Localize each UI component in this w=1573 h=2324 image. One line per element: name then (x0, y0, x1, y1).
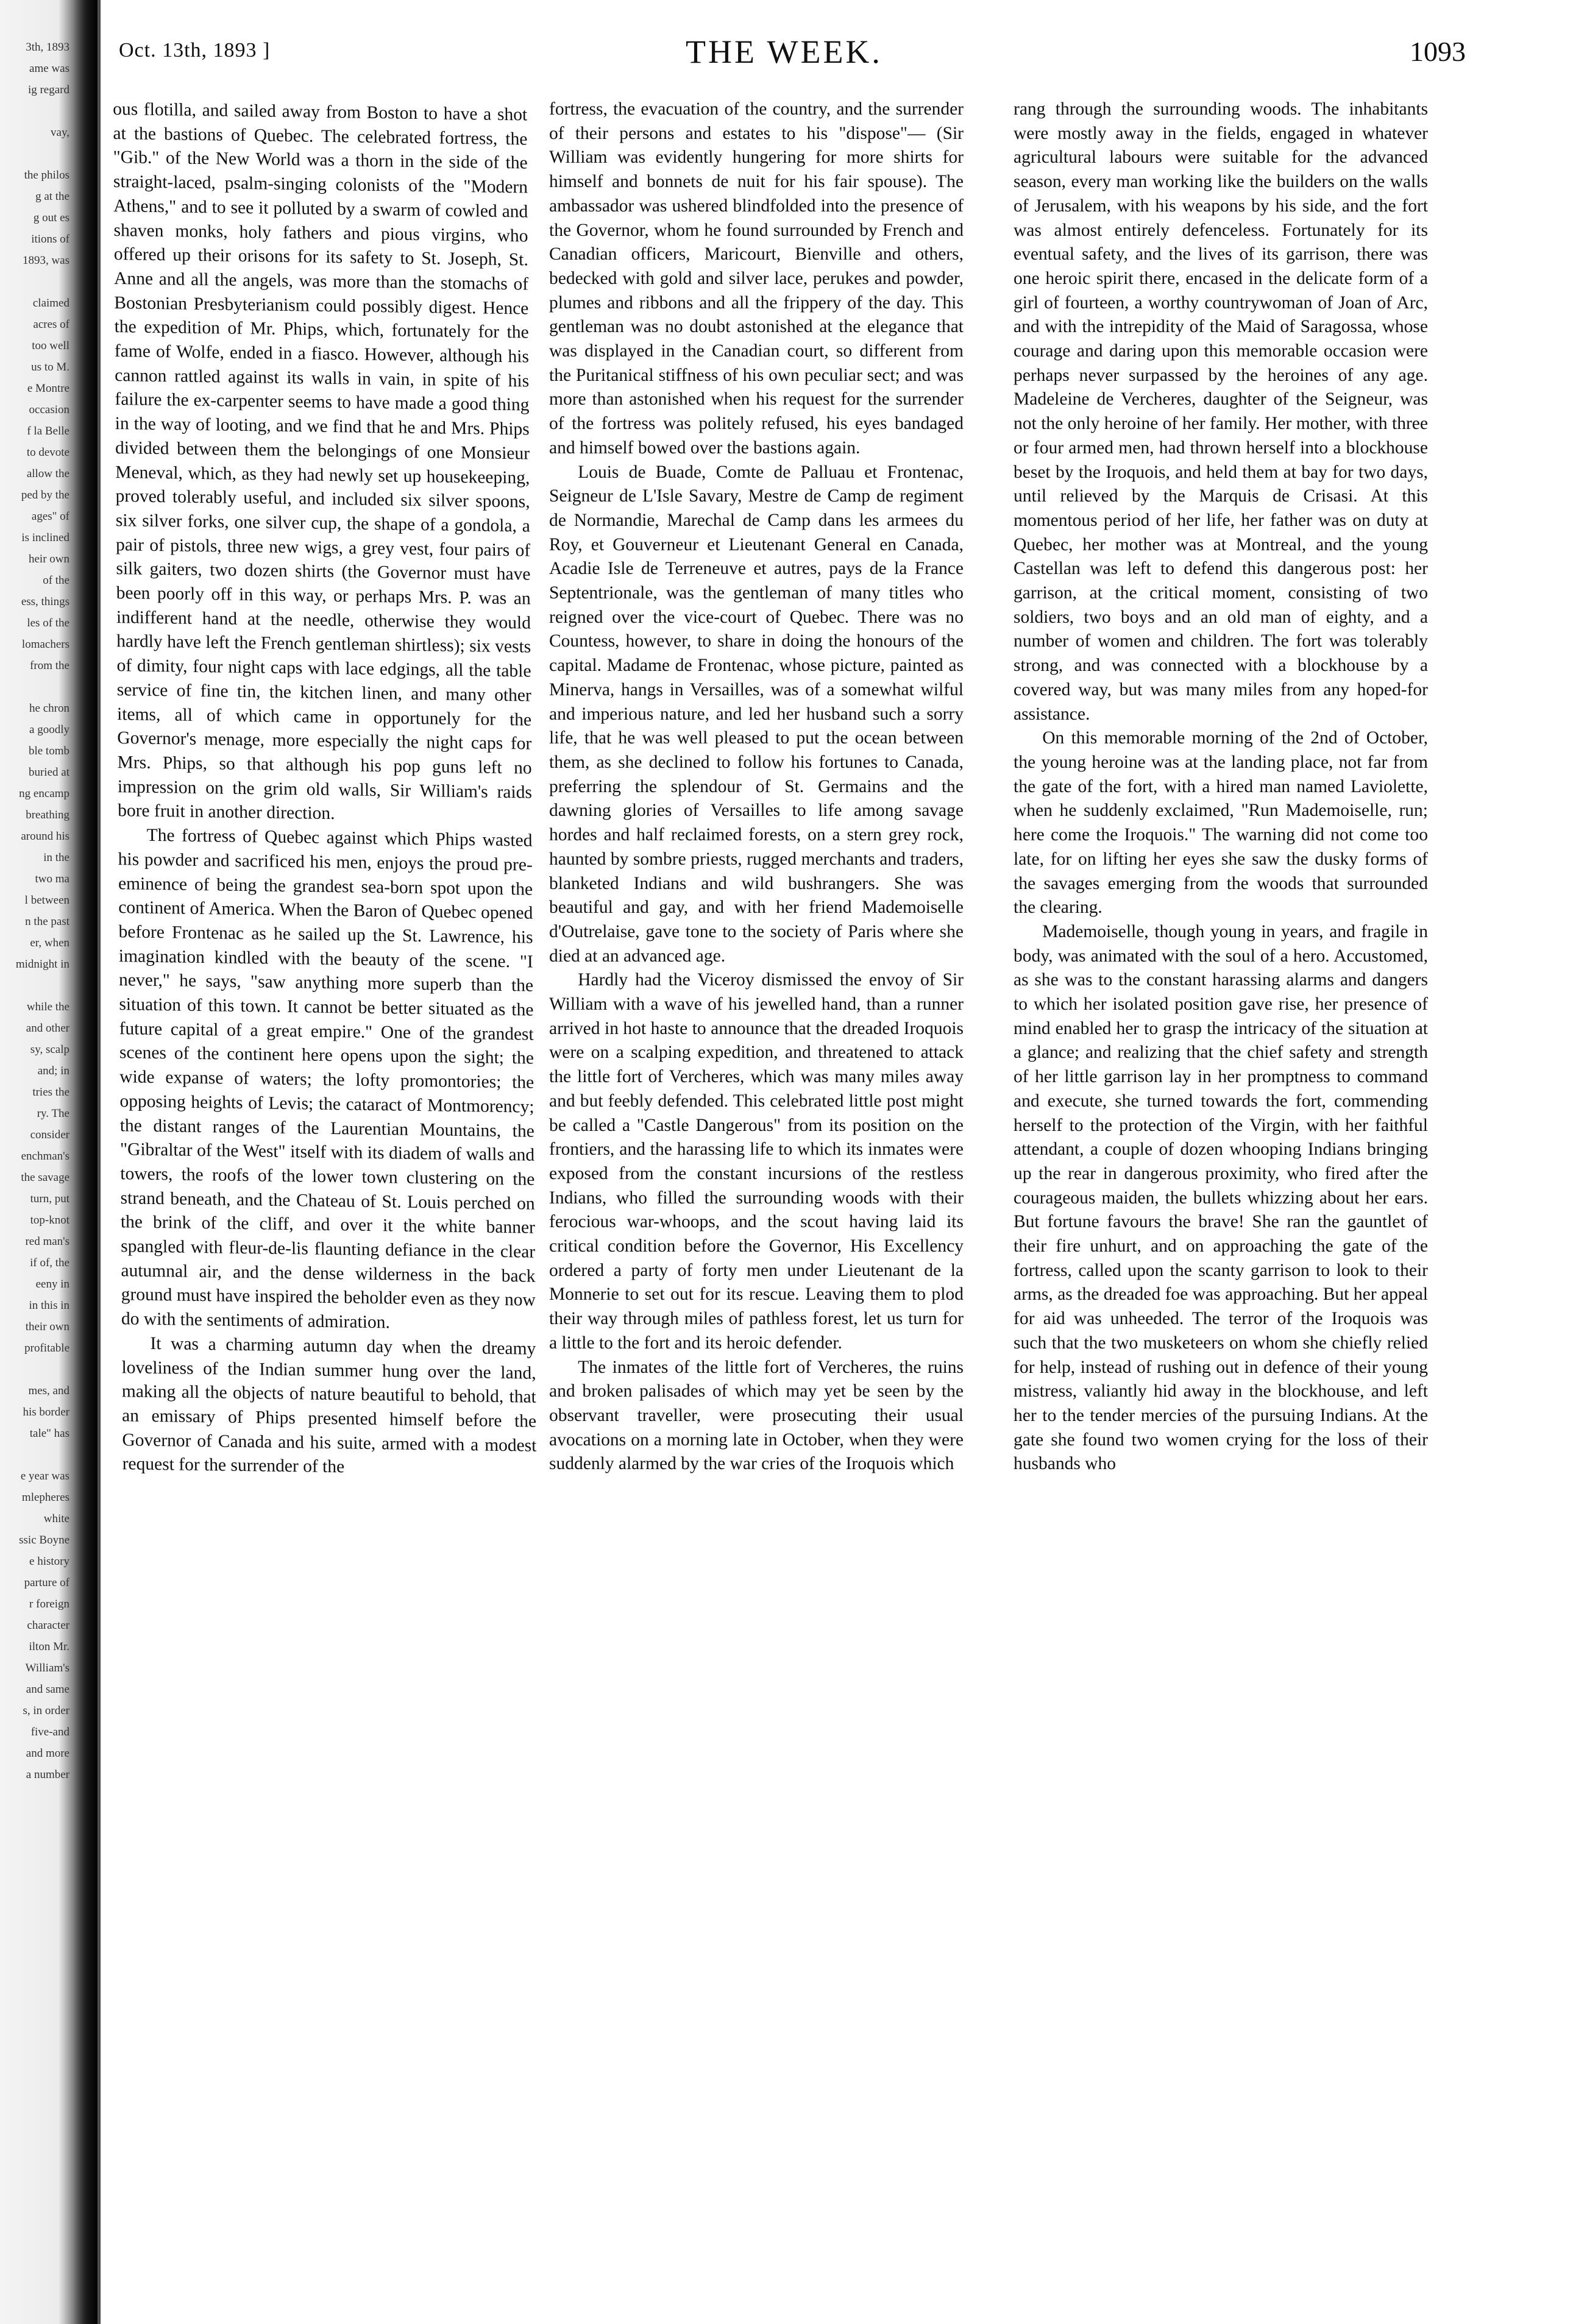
margin-fragment: profitable (24, 1342, 69, 1355)
margin-fragment: if of, the (30, 1256, 69, 1269)
margin-fragment: from the (30, 659, 69, 672)
margin-fragment: consider (30, 1128, 69, 1141)
margin-fragment: mlepheres (21, 1491, 69, 1504)
margin-fragment: too well (32, 339, 69, 352)
margin-fragment: white (43, 1512, 69, 1525)
margin-fragment: enchman's (21, 1150, 69, 1163)
margin-fragment: les of the (27, 617, 69, 629)
margin-fragment: red man's (25, 1235, 69, 1248)
margin-fragment: g at the (35, 190, 69, 203)
margin-fragment: and other (26, 1022, 69, 1035)
margin-fragment (2, 143, 69, 165)
issue-date: Oct. 13th, 1893 ] (119, 39, 271, 62)
margin-fragment: in this in (29, 1299, 69, 1312)
margin-fragment (2, 975, 69, 996)
margin-fragment: n the past (25, 915, 69, 928)
margin-fragment: ry. The (37, 1107, 69, 1120)
margin-fragment: turn, put (30, 1192, 69, 1205)
margin-fragment: occasion (29, 403, 69, 416)
margin-fragment: ame was (29, 62, 69, 75)
paragraph: ous flotilla, and sailed away from Boston to have a shot at the bastions of Quebec. The celebrated fortress, the "Gib." of the New World was a thorn in the side of the straight-laced, psalm-singing colonists of the "Modern Athens," and to see it polluted by a swarm of cowled and shaven monks, holy fathers and pious virgins, who offered up their orisons for its safety to St. Joseph, St. Anne and all the angels, was more than the stomachs of Bostonian Presbyterianism could possibly digest. Hence the expedition of Mr. Phips, which, fortunately for the fame of Wolfe, ended in a fiasco. However, although his cannon rattled against its walls in vain, in spite of his failure the ex-carpenter seems to have made a good thing in the way of looting, and we find that he and Mrs. Phips divided between them the belongings of one Monsieur Meneval, which, as they had newly set up housekeeping, proved tolerably useful, and included six silver spoons, six silver forks, one silver cup, the shape of a gondola, a pair of pistols, three new wigs, a grey vest, four pairs of silk gaiters, two dozen shirts (the Governor must have been poorly off in this way, or perhaps Mrs. P. was an indifferent hand at the needle, otherwise they would hardly have left the French gentleman shirtless); six vests of dimity, four night caps with lace edgings, all the table service of fine tin, the kitchen linen, and many other items, all of which came in opportunely for the Governor's menage, more especially the night caps for Mrs. Phips, so that although his pop guns left no impression on the grim old walls, Sir William's raids bore fruit in another direction. (113, 99, 532, 824)
margin-fragment: ped by the (21, 489, 69, 501)
margin-fragment: heir own (28, 553, 69, 565)
page-number: 1093 (1410, 36, 1466, 67)
page-header (119, 34, 1466, 78)
margin-fragment: l between (24, 894, 69, 907)
paragraph: Mademoiselle, though young in years, and fragile in body, was animated with the soul of a hero. Accustomed, as she was to the constant harassing alarms and dangers to which her isolated position gave rise, her presence of mind enabled her to grasp the intricacy of the situation at a glance; and realizing that the chief safety and strength of her little garrison lay in her promptness to command and execute, she turned towards the fort, commending herself to the protection of the Virgin, with her faithful attendant, a couple of dozen whooping Indians bringing up the rear in dangerous proximity, who fired after the courageous maiden, the bullets whizzing about her ears. But fortune favours the brave! She ran the gauntlet of their fire unhurt, and on approaching the gate of the fortress, called upon the scanty garrison to look to their arms, as the dreaded foe was approaching. But her appeal for aid was unheeded. The terror of the Iroquois was such that the two musketeers on whom she chiefly relied for help, instead of rushing out in defence of their young mistress, valiantly hid away in the blockhouse, and left her to the tender mercies of the pursuing Indians. At the gate she found two women crying for the loss of their husbands who (1014, 921, 1428, 1474)
margin-fragment: ble tomb (28, 745, 69, 757)
margin-fragment: allow the (26, 467, 69, 480)
paragraph: Hardly had the Viceroy dismissed the envoy of Sir William with a wave of his jewelled hand, than a runner arrived in hot haste to announce that the dreaded Iroquois were on a scalping expedition, and threatened to attack the little fort of Vercheres, which was many miles away and but feebly defended. This celebrated little post might be called a "Castle Dangerous" from its position on the frontiers, and the harassing life to which its inmates were exposed from the constant incursions of the restless Indians, who filled the surrounding woods with their ferocious war-whoops, and the scout having laid its critical condition before the Governor, His Excellency ordered a party of forty men under Lieutenant de la Monnerie to set out for its rescue. Leaving them to plod their way through miles of pathless forest, let us turn for a little to the fort and its heroic defender. (549, 970, 964, 1353)
margin-fragment: a goodly (29, 723, 69, 736)
margin-fragment: ilton Mr. (29, 1640, 69, 1653)
margin-fragment (2, 1359, 69, 1380)
margin-fragment: e year was (20, 1470, 69, 1483)
margin-fragment: parture of (24, 1576, 69, 1589)
margin-fragment (2, 676, 69, 698)
margin-fragment: ig regard (27, 83, 69, 96)
paragraph: rang through the surrounding woods. The inhabitants were mostly away in the fields, engaged in whatever agricultural labours were suitable for the advanced season, every man working like the builders on the walls of Jerusalem, with his weapons by his side, and the fort was almost entirely defenceless. Fortunately for its eventual safety, and the lives of its garrison, there was one heroic spirit there, encased in the delicate form of a girl of fourteen, a worthy countrywoman of Joan of Arc, and with the intrepidity of the Maid of Saragossa, whose courage and daring upon this memorable occasion were perhaps never surpassed by the heroines of any age. Madeleine de Vercheres, daughter of the Seigneur, was not the only heroine of her family. Her mother, with three or four armed men, had thrown herself into a blockhouse beset by the Iroquois, and held them at bay for two days, until relieved by the Marquis de Crisasi. At this momentous period of her life, her father was on duty at Quebec, her mother was at Montreal, and the young Castellan was left to defend this dangerous post: her garrison, at the critical moment, consisting of two soldiers, two boys and an old man of eighty, and a number of women and children. The fort was tolerably strong, and was connected with a blockhouse by a covered way, but was many miles from any hoped-for assistance. (1014, 99, 1428, 724)
binding-shadow (73, 0, 101, 2324)
margin-fragment: claimed (32, 297, 69, 310)
margin-fragment: mes, and (28, 1384, 69, 1397)
margin-fragment: eeny in (35, 1278, 69, 1291)
margin-fragment: f la Belle (27, 425, 69, 438)
margin-fragment: r foreign (29, 1598, 69, 1610)
margin-fragment: and same (26, 1683, 69, 1696)
margin-fragment: e Montre (27, 382, 69, 395)
margin-fragment: top-knot (30, 1214, 69, 1227)
margin-fragment: 3th, 1893 (26, 41, 69, 54)
margin-fragment: and; in (37, 1065, 69, 1077)
margin-fragment: ssic Boyne (19, 1534, 69, 1546)
margin-fragment: a number (26, 1768, 69, 1781)
margin-fragment: while the (26, 1001, 69, 1013)
paragraph: The fortress of Quebec against which Phips wasted his powder and sacrificed his men, enjoys the proud pre-eminence of being the grandest sea-born spot upon the continent of America. When the Baron of Quebec opened before Frontenac as he sailed up the St. Lawrence, his imagination kindled with the beauty of the scene. "I never," he says, "saw anything more superb than the situation of this town. It cannot be better situated as the future capital of a great empire." One of the grandest scenes of the continent here opens upon the sight; the wide expanse of waters; the lofty promontories; the opposing heights of Levis; the cataract of Montmorency; the distant ranges of the Laurentian Mountains, the "Gibraltar of the West" itself with its diadem of walls and towers, the roofs of the lower town clustering on the strand beneath, and the Chateau of St. Louis perched on the brink of the cliff, and over it the white banner spangled with fleur-de-lis flaunting defiance in the clear autumnal air, and the dense wilderness in the back ground must have inspired the beholder even as they now do with the sentiments of admiration. (118, 825, 536, 1333)
margin-fragment: itions of (31, 233, 69, 246)
previous-page-fragments (2, 37, 69, 2291)
article-columns (113, 97, 1478, 2181)
paragraph: It was a charming autumn day when the dreamy loveliness of the Indian summer hung over the land, making all the objects of nature beautiful to behold, that an emissary of Phips presented himself before the Governor of Canada and his suite, armed with a modest request for the surrender of the (121, 1333, 537, 1477)
column-3 (1014, 97, 1428, 2181)
paragraph: Louis de Buade, Comte de Palluau et Frontenac, Seigneur de L'Isle Savary, Mestre de Camp de regiment de Normandie, Marechal de Camp dans les armees du Roy, et Gouverneur et Lieutenant General en Canada, Acadie Isle de Terreneuve et autres, pays de la France Septentrionale, was the gentleman of many titles who reigned over the vice-court of Quebec. There was no Countess, however, to share in doing the honours of the capital. Madame de Frontenac, whose picture, painted as Minerva, hangs in Versailles, was of a somewhat wilful and imperious nature, and led her husband such a sorry life, that he was well pleased to put the ocean between them, as she declined to follow his fortunes to Canada, preferring the splendour of St. Germains and the dawning glories of Versailles to life among savage hordes and half reclaimed forests, on a stern grey rock, haunted by sombre priests, rugged merchants and traders, blanketed Indians and wild bushrangers. She was beautiful and gay, and with her friend Mademoiselle d'Outrelaise, gave tone to the society of Paris where she died at an advanced age. (549, 462, 964, 966)
margin-fragment: their own (25, 1320, 69, 1333)
margin-fragment: sy, scalp (30, 1043, 69, 1056)
margin-fragment: to devote (26, 446, 69, 459)
margin-fragment: g out es (33, 211, 69, 224)
column-2 (549, 97, 964, 2181)
margin-fragment: 1893, was (22, 254, 69, 267)
margin-fragment: five-and (30, 1726, 69, 1738)
margin-fragment: s, in order (23, 1704, 69, 1717)
paragraph: The inmates of the little fort of Vercheres, the ruins and broken palisades of which may yet be seen by the observant traveller, were prosecuting their usual avocations on a morning late in October, when they were suddenly alarmed by the war cries of the Iroquois which (549, 1357, 964, 1474)
margin-fragment (2, 101, 69, 122)
margin-fragment: us to M. (31, 361, 69, 374)
paragraph: fortress, the evacuation of the country, and the surrender of their persons and estates to his "dispose"— (Sir William was evidently hungering for more shirts for himself and bonnets de nuit for his fair spouse). The ambassador was ushered blindfolded into the presence of the Governor, whom he found surrounded by French and Canadian officers, Maricourt, Bienville and others, bedecked with gold and silver lace, perukes and powder, plumes and ribbons and all the frippery of the day. This gentleman was no doubt astonished at the elegance that was displayed in the Canadian court, so different from the Puritanical stiffness of his own peculiar sect; and was more than astonished when his request for the surrender of the fortress was politely refused, his eyes bandaged and himself bowed over the bastions again. (549, 99, 964, 458)
margin-fragment: his border (23, 1406, 69, 1419)
margin-fragment: is inclined (21, 531, 69, 544)
margin-fragment: midnight in (15, 958, 69, 971)
margin-fragment: in the (43, 851, 69, 864)
margin-fragment: he chron (29, 702, 69, 715)
margin-fragment: of the (43, 574, 69, 587)
publication-title: THE WEEK. (686, 34, 882, 70)
margin-fragment: acres of (33, 318, 69, 331)
margin-fragment: character (27, 1619, 69, 1632)
margin-fragment: ng encamp (19, 787, 69, 800)
margin-fragment: tries the (32, 1086, 69, 1099)
margin-fragment: buried at (28, 766, 69, 779)
paragraph: On this memorable morning of the 2nd of October, the young heroine was at the landing place, not far from the gate of the fort, with a hired man named Laviolette, when he suddenly exclaimed, "Run Mademoiselle, run; here come the Iroquois." The warning did not come too late, for on lifting her eyes she saw the dusky forms of the savages emerging from the woods that surrounded the clearing. (1014, 728, 1428, 918)
margin-fragment: around his (21, 830, 69, 843)
margin-fragment (2, 1444, 69, 1465)
margin-fragment: the savage (21, 1171, 69, 1184)
margin-fragment: vay, (51, 126, 69, 139)
margin-fragment: and more (26, 1747, 69, 1760)
margin-fragment: breathing (26, 809, 69, 821)
margin-fragment: ages" of (31, 510, 69, 523)
margin-fragment: er, when (30, 937, 69, 949)
margin-fragment: the philos (24, 169, 69, 182)
margin-fragment: lomachers (21, 638, 69, 651)
margin-fragment: two ma (35, 873, 69, 885)
margin-fragment: ess, things (21, 595, 69, 608)
margin-fragment: e history (29, 1555, 69, 1568)
margin-fragment: tale" has (29, 1427, 69, 1440)
column-1 (113, 97, 542, 2188)
margin-fragment (2, 271, 69, 292)
margin-fragment: William's (25, 1662, 69, 1674)
